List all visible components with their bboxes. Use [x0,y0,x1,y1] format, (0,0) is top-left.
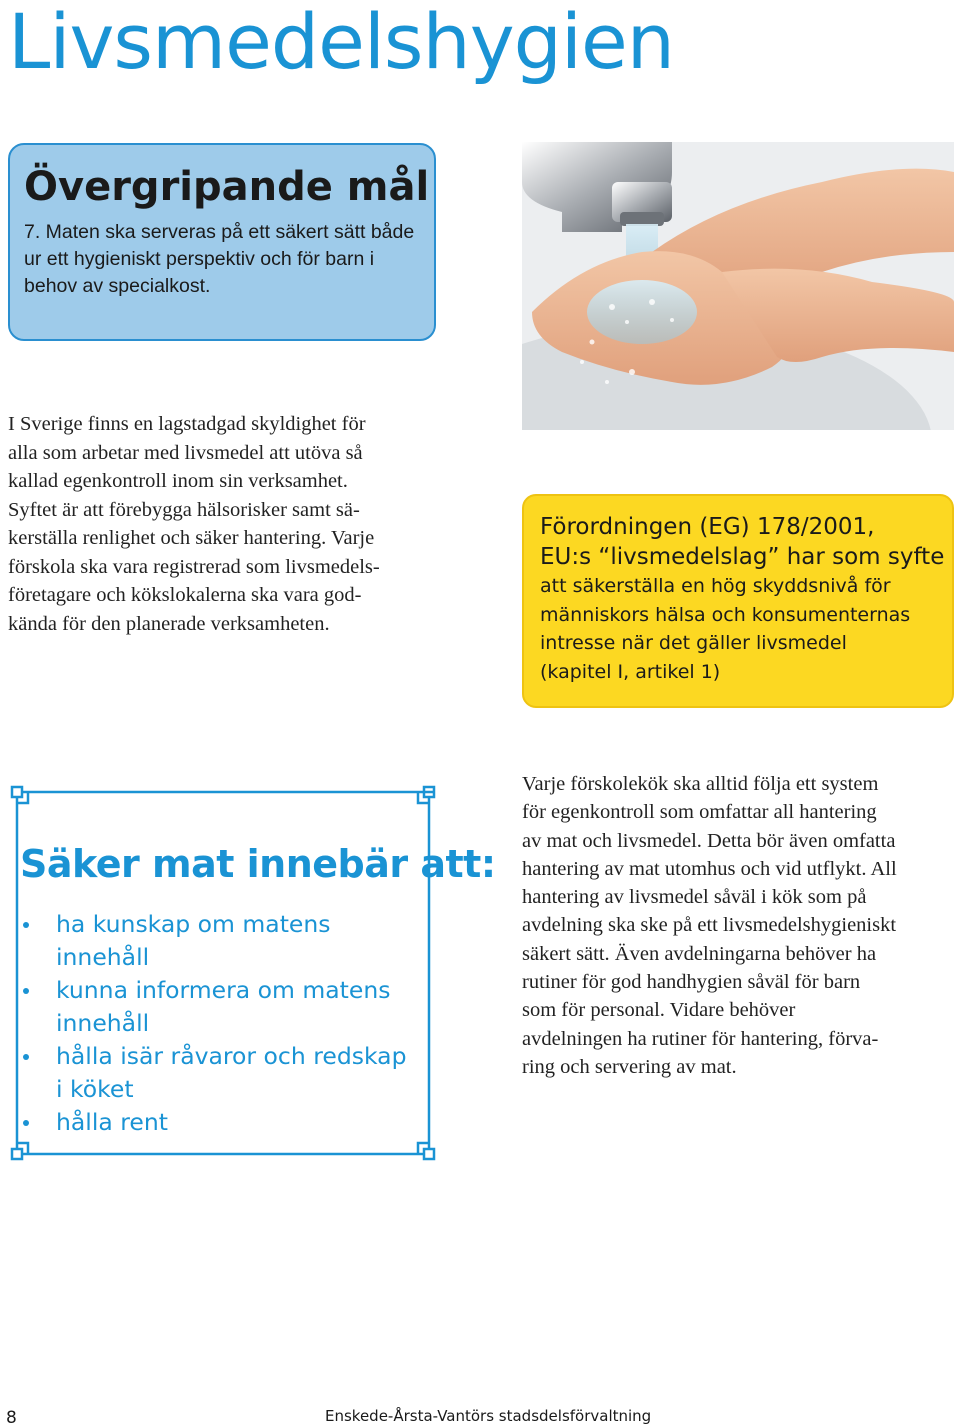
side-line: säkert sätt. Även avdelningarna behöver ha [522,942,877,965]
intro-line: kända för den planerade verksamheten. [8,612,330,635]
regulation-line: intresse när det gäller livsmedel [540,632,847,654]
side-line: som för personal. Vidare behöver [522,999,796,1022]
regulation-heading-line: EU:s “livsmedelslag” har som syfte [540,544,945,570]
regulation-line: att säkerställa en hög skyddsnivå för [540,575,891,597]
side-line: av mat och livsmedel. Detta bör även omfatta [522,829,896,852]
goal-text: 7. Maten ska serveras på ett säkert sätt både ur ett hygieniskt perspektiv och för barn i behov av specialkost. [24,221,415,297]
page-title: Livsmedelshygien [8,0,674,86]
intro-paragraph [8,410,448,638]
side-paragraph [522,770,956,1081]
intro-line: kerställa renlighet och säker hantering. Varje [8,527,375,549]
intro-line: förskola ska vara registrerad som livsmedels- [8,555,380,578]
intro-line: Syftet är att förebygga hälsorisker samt sä- [8,498,360,521]
handwashing-photo [522,142,954,430]
side-line: hantering av livsmedel såväl i kök som på [522,886,867,909]
safe-food-heading: Säker mat innebär att: [20,842,496,886]
list-item: hålla isär råvaror och redskap i köket [20,1040,420,1106]
side-line: för egenkontroll som omfattar all hantering [522,801,877,824]
regulation-heading-line: Förordningen (EG) 178/2001, [540,514,875,540]
safe-food-list [20,908,420,1139]
side-line: avdelningen ha rutiner för hantering, förva- [522,1027,879,1050]
side-line: avdelning ska ske på ett livsmedelshygieniskt [522,914,897,937]
page-number: 8 [6,1408,17,1428]
footer-organization: Enskede-Årsta-Vantörs stadsdelsförvaltning [325,1407,652,1425]
side-line: rutiner för god handhygien såväl för barn [522,971,861,994]
regulation-heading [540,512,945,572]
side-line: Varje förskolekök ska alltid följa ett system [522,773,879,795]
handwashing-illustration [522,142,954,430]
list-item: ha kunskap om matens innehåll [20,908,420,974]
regulation-line: människors hälsa och konsumenternas [540,603,911,626]
side-line: ring och servering av mat. [522,1055,737,1078]
regulation-line: (kapitel I, artikel 1) [540,660,721,683]
goal-heading: Övergripande mål [24,164,430,210]
intro-line: företagare och kökslokalerna ska vara god- [8,584,362,606]
regulation-body [540,572,938,686]
intro-line: I Sverige finns en lagstadgad skyldighet för [8,413,366,435]
goal-box [8,143,436,341]
regulation-box [522,494,954,708]
intro-line: kallad egenkontroll inom sin verksamhet. [8,470,348,492]
intro-line: alla som arbetar med livsmedel att utöva så [8,441,363,464]
list-item: kunna informera om matens innehåll [20,974,420,1040]
side-line: hantering av mat utomhus och vid utflykt. All [522,857,897,880]
list-item: hålla rent [20,1106,420,1139]
